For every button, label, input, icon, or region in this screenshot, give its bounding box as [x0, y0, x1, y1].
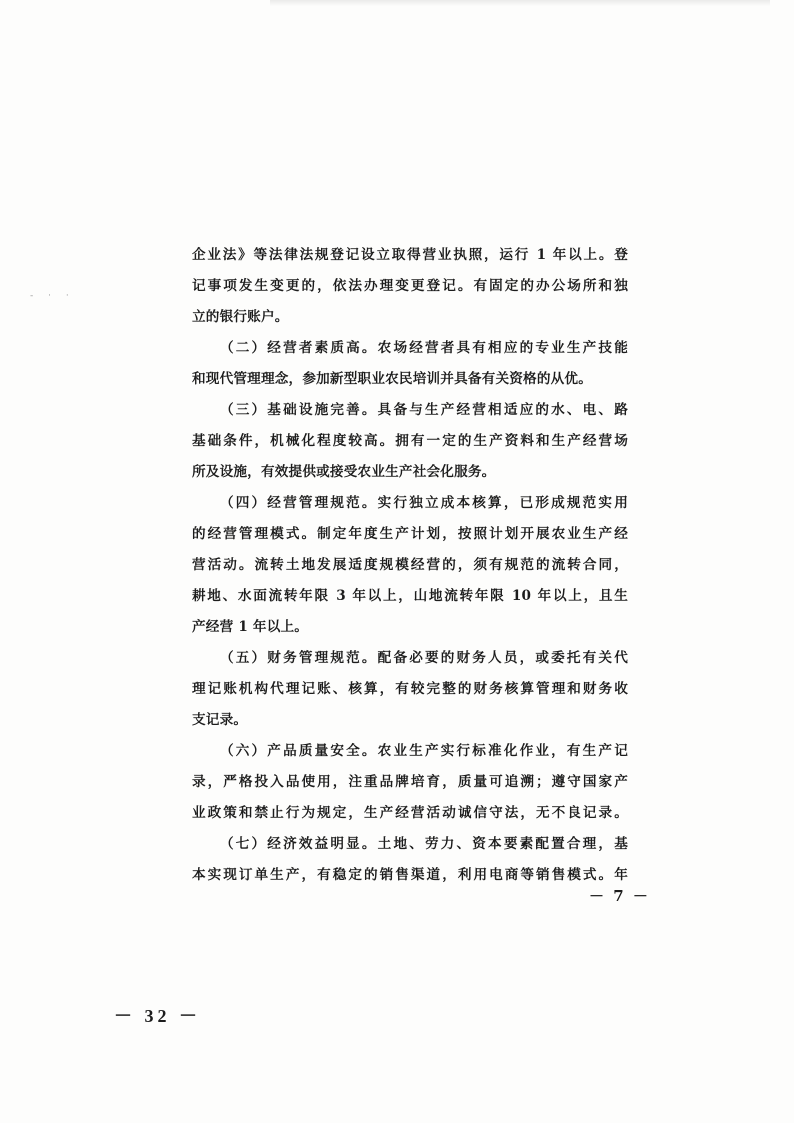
body-line: 业政策和禁止行为规定，生产经营活动诚信守法，无不良记录。	[192, 805, 628, 821]
body-line: 立的银行账户。	[192, 309, 289, 325]
body-line: 所及设施，有效提供或接受农业生产社会化服务。	[192, 464, 496, 480]
scan-marks: - · ·	[30, 291, 75, 301]
body-line: 理记账机构代理记账、核算，有较完整的财务核算管理和财务收	[192, 681, 628, 697]
body-line: 本实现订单生产，有稳定的销售渠道，利用电商等销售模式。年	[192, 867, 628, 883]
body-line: （四）经营管理规范。实行独立成本核算，已形成规范实用	[220, 495, 628, 511]
body-line: （七）经济效益明显。土地、劳力、资本要素配置合理，基	[220, 836, 628, 852]
body-line: （三）基础设施完善。具备与生产经营相适应的水、电、路	[220, 402, 628, 418]
body-line: 记事项发生变更的，依法办理变更登记。有固定的办公场所和独	[192, 278, 628, 294]
body-line: （六）产品质量安全。农业生产实行标准化作业，有生产记	[220, 743, 628, 759]
scan-top-edge	[270, 0, 770, 6]
document-body	[192, 240, 628, 891]
body-line: （二）经营者素质高。农场经营者具有相应的专业生产技能	[220, 340, 628, 356]
body-line: 产经营 1 年以上。	[192, 619, 309, 635]
body-line: （五）财务管理规范。配备必要的财务人员，或委托有关代	[220, 650, 628, 666]
outer-page-number: － 32 －	[114, 1006, 201, 1026]
body-line: 录，严格投入品使用，注重品牌培育，质量可追溯；遵守国家产	[192, 774, 628, 790]
body-line: 支记录。	[192, 712, 248, 728]
body-line: 基础条件，机械化程度较高。拥有一定的生产资料和生产经营场	[192, 433, 628, 449]
body-line: 耕地、水面流转年限 3 年以上，山地流转年限 10 年以上，且生	[192, 588, 628, 604]
body-line: 营活动。流转土地发展适度规模经营的，须有规范的流转合同，	[192, 557, 628, 573]
body-line: 和现代管理理念，参加新型职业农民培训并具备有关资格的从优。	[192, 371, 593, 387]
body-line: 企业法》等法律法规登记设立取得营业执照，运行 1 年以上。登	[192, 247, 628, 263]
inner-page-number: － 7 －	[589, 887, 650, 905]
body-line: 的经营管理模式。制定年度生产计划，按照计划开展农业生产经	[192, 526, 628, 542]
